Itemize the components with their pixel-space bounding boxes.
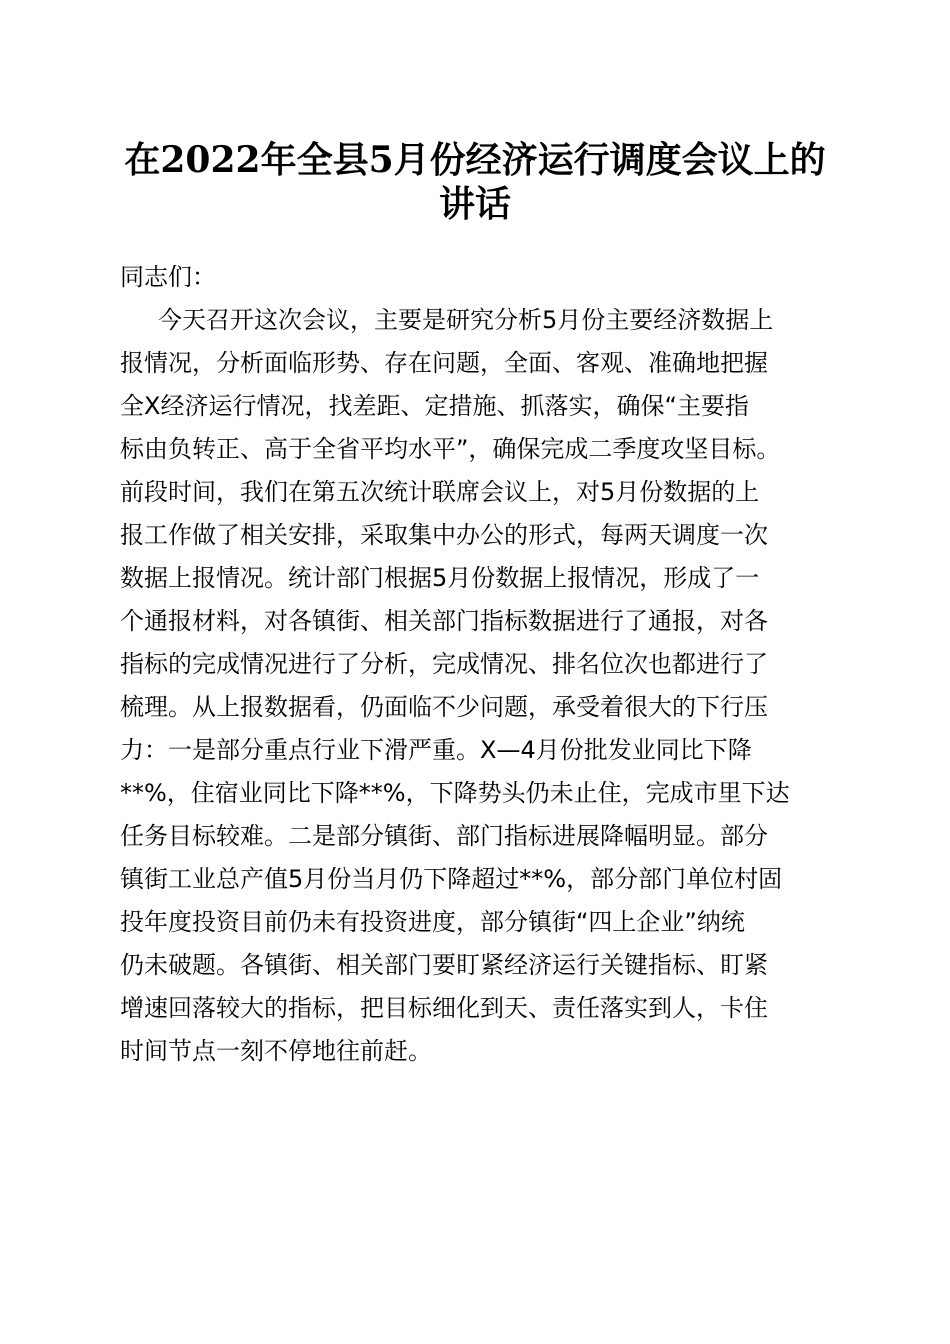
paragraph-line: 个通报材料，对各镇街、相关部门指标数据进行了通报，对各 <box>120 607 768 635</box>
paragraph-line: 梳理。从上报数据看，仍面临不少问题，承受着很大的下行压 <box>120 693 768 721</box>
paragraph-line: 增速回落较大的指标，把目标细化到天、责任落实到人，卡住 <box>120 994 768 1022</box>
paragraph-line: 投年度投资目前仍未有投资进度，部分镇街“四上企业”纳统 <box>120 908 745 936</box>
document-title <box>110 138 840 226</box>
document-body <box>120 256 836 1073</box>
paragraph-line: 仍未破题。各镇街、相关部门要盯紧经济运行关键指标、盯紧 <box>120 951 768 979</box>
paragraph-line: 镇街工业总产值5月份当月仍下降超过**%，部分部门单位村固 <box>120 865 783 893</box>
paragraph-line: 指标的完成情况进行了分析，完成情况、排名位次也都进行了 <box>120 650 768 678</box>
paragraph-line: 全X经济运行情况，找差距、定措施、抓落实，确保“主要指 <box>120 392 749 420</box>
title-line-2: 讲话 <box>438 183 511 225</box>
title-line-1: 在2022年全县5月份经济运行调度会议上的 <box>124 139 826 181</box>
paragraph-line: 报情况，分析面临形势、存在问题，全面、客观、准确地把握 <box>120 349 768 377</box>
salutation: 同志们： <box>120 263 216 291</box>
paragraph-line: 前段时间，我们在第五次统计联席会议上，对5月份数据的上 <box>120 478 760 506</box>
paragraph-line: 任务目标较难。二是部分镇街、部门指标进展降幅明显。部分 <box>120 822 768 850</box>
paragraph-line: 今天召开这次会议，主要是研究分析5月份主要经济数据上 <box>158 306 774 334</box>
paragraph-line: 数据上报情况。统计部门根据5月份数据上报情况，形成了一 <box>120 564 760 592</box>
paragraph <box>120 299 836 1073</box>
paragraph-line: 时间节点一刻不停地往前赶。 <box>120 1037 432 1065</box>
paragraph-line: 力：一是部分重点行业下滑严重。X—4月份批发业同比下降 <box>120 736 752 764</box>
paragraph-line: **%，住宿业同比下降**%，下降势头仍未止住，完成市里下达 <box>120 779 790 807</box>
paragraph-line: 标由负转正、高于全省平均水平”，确保完成二季度攻坚目标。 <box>120 435 781 463</box>
paragraph-line: 报工作做了相关安排，采取集中办公的形式，每两天调度一次 <box>120 521 768 549</box>
